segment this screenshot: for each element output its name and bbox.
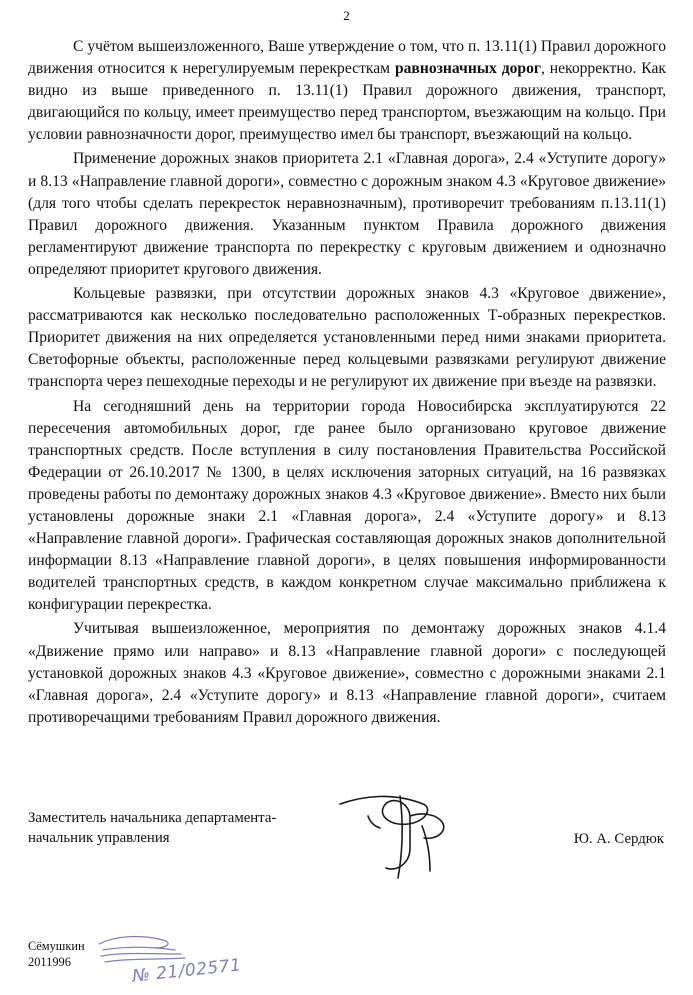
paragraph-1 <box>28 36 666 146</box>
signatory-position <box>28 808 276 848</box>
paragraph-1-text-before: С учётом вышеизложенного, Ваше утверждение о том, что п. 13.11(1) Правил дорожного движения относится к нерегулируемым перекресткам <box>28 38 666 78</box>
paragraph-5: Учитывая вышеизложенное, мероприятия по демонтажу дорожных знаков 4.1.4 «Движение прямо или направо» и 8.13 «Направление главной дороги» с последующей установкой дорожных знаков 4.3 «Круговое движение», совместно с дорожными знаками 2.1 «Главная дорога», 2.4 «Уступите дорогу» и 8.13 «Направление главной дороги», считаем противоречащими требованиям Правил дорожного движения. <box>28 620 666 726</box>
executor-phone: 2011996 <box>28 955 71 969</box>
page-number: 2 <box>343 8 350 23</box>
paragraph-1-emphasis: равнозначных дорог <box>394 60 541 78</box>
handwritten-signature <box>338 786 453 881</box>
paragraph-3: Кольцевые развязки, при отсутствии дорожных знаков 4.3 «Круговое движение», рассматриваются как несколько последовательно расположенных Т-образных перекрестков. Приоритет движения на них определяется установленными перед ними знаками приоритета. Светофорные объекты, расположенные перед кольцевыми развязками регулируют движение транспорта через пешеходные переходы и не регулируют их движение при въезде на развязки. <box>28 285 666 391</box>
signatory-name: Ю. А. Сердюк <box>573 831 664 847</box>
signatory-position-line-1: Заместитель начальника департамента- <box>28 810 277 826</box>
signatory-position-line-2: начальник управления <box>28 830 170 846</box>
registration-stamp: № 21/02571 <box>131 955 243 987</box>
paragraph-1-text-after: , некорректно. Как видно из выше приведенного п. 13.11(1) Правил дорожного движения, транспорт, двигающийся по кольцу, имеет преимущество перед транспортом, въезжающим на кольцо. При условии равнозначности дорог, преимущество имел бы транспорт, въезжающий на кольцо. <box>28 60 666 144</box>
executor-info <box>28 938 85 970</box>
letter-body <box>28 36 666 729</box>
paragraph-4: На сегодняшний день на территории города Новосибирска эксплуатируются 22 пересечения автомобильных дорог, где ранее было организовано круговое движение транспортных средств. После вступления в силу постановления Правительства Российской Федерации от 26.10.2017 № 1300, в целях исключения заторных ситуаций, на 16 развязках проведены работы по демонтажу дорожных знаков 4.3 «Круговое движение». Вместо них были установлены дорожные знаки 2.1 «Главная дорога», 2.4 «Уступите дорогу» и 8.13 «Направление главной дороги». Графическая составляющая дорожных знаков дополнительной информации 8.13 «Направление главной дороги», в целях повышения информированности водителей транспортных средств, в каждом конкретном случае максимально приближена к конфигурации перекрестка. <box>28 397 666 614</box>
paragraph-2: Применение дорожных знаков приоритета 2.1 «Главная дорога», 2.4 «Уступите дорогу» и 8.13 «Направление главной дороги», совместно с дорожным знаком 4.3 «Круговое движение» (для того чтобы сделать перекресток неравнозначным), противоречит требованиям п.13.11(1) Правил дорожного движения. Указанным пунктом Правила дорожного движения регламентируют движение транспорта по перекрестку с круговым движением и однозначно определяют приоритет кругового движения. <box>28 150 666 278</box>
executor-name: Сёмушкин <box>28 939 85 953</box>
